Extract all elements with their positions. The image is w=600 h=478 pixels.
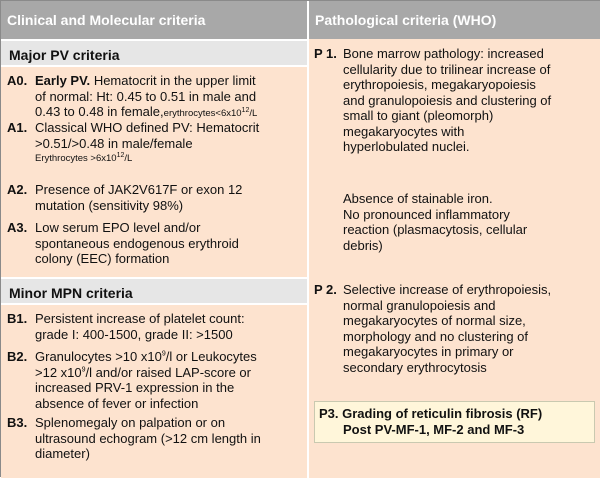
criterion-p1-additional bbox=[343, 191, 598, 253]
criterion-a2-line2: mutation (sensitivity 98%) bbox=[35, 197, 184, 213]
criterion-p1-extra-line: reaction (plasmacytosis, cellular bbox=[343, 222, 528, 237]
criterion-b3-line1: Splenomegaly on palpation or on bbox=[35, 415, 226, 430]
criterion-a3-line1: Low serum EPO level and/or bbox=[35, 220, 201, 235]
criterion-p2-line: secondary erythrocytosis bbox=[343, 359, 487, 375]
header-clinical-molecular: Clinical and Molecular criteria bbox=[1, 1, 307, 39]
criterion-p2-line: megakaryocytes of normal size, bbox=[343, 313, 526, 328]
criterion-a1-line1: Classical WHO defined PV: Hematocrit bbox=[35, 120, 260, 135]
criterion-a0-label: A0. bbox=[7, 73, 28, 88]
major-pv-criteria-heading: Major PV criteria bbox=[1, 39, 307, 67]
criterion-a0-title: Early PV. bbox=[35, 73, 91, 88]
criterion-a3 bbox=[7, 220, 305, 267]
criterion-p3-box bbox=[314, 401, 595, 443]
criterion-b1-line1: Persistent increase of platelet count: bbox=[35, 311, 245, 326]
criterion-a2 bbox=[7, 182, 305, 213]
criterion-a3-line3: colony (EEC) formation bbox=[35, 251, 170, 266]
criterion-a0-line1: Hematocrit in the upper limit bbox=[93, 73, 256, 88]
header-pathological: Pathological criteria (WHO) bbox=[309, 1, 600, 39]
criterion-p1-line: small to giant (pleomorph) bbox=[343, 108, 494, 123]
criterion-b1 bbox=[7, 311, 305, 342]
criterion-p2-line: morphology and no clustering of bbox=[343, 328, 529, 344]
criterion-a1-line2: >0.51/>0.48 in male/female bbox=[35, 135, 193, 151]
criterion-a2-label: A2. bbox=[7, 182, 28, 197]
criterion-p1-extra-line: debris) bbox=[343, 237, 383, 253]
criterion-p2-label: P 2. bbox=[314, 282, 337, 297]
criterion-b3-label: B3. bbox=[7, 415, 28, 430]
criterion-b2-label: B2. bbox=[7, 349, 28, 364]
criterion-p1 bbox=[314, 46, 598, 155]
criterion-a2-line1: Presence of JAK2V617F or exon 12 bbox=[35, 182, 243, 197]
criterion-a0 bbox=[7, 73, 305, 122]
criterion-p1-line: cellularity due to trilinear increase of bbox=[343, 61, 551, 77]
criterion-a1-label: A1. bbox=[7, 120, 28, 135]
criterion-a3-label: A3. bbox=[7, 220, 28, 235]
criterion-b3-line2: ultrasound echogram (>12 cm length in bbox=[35, 430, 261, 446]
criterion-b2-line1: Granulocytes >10 $x10^9/l$ or Leukocytes bbox=[35, 349, 257, 364]
criterion-b3-line3: diameter) bbox=[35, 446, 90, 461]
criterion-a1-erythrocytes: Erythrocytes $>6x10^{12}/L$ bbox=[35, 151, 133, 164]
criterion-p1-line: megakaryocytes with bbox=[343, 123, 465, 139]
criterion-b2-line2: >12 $x10^9/l$ and/or raised LAP-score or bbox=[35, 364, 251, 380]
criterion-a0-erythrocytes: $erythrocytes<6x10^{12}/L$ bbox=[163, 106, 258, 119]
criterion-b3 bbox=[7, 415, 305, 462]
criterion-a0-line3: 0.43 to 0.48 in female, bbox=[35, 104, 164, 119]
criterion-b2-line3: increased PRV-1 expression in the bbox=[35, 380, 235, 395]
criterion-p1-line: Bone marrow pathology: increased bbox=[343, 46, 544, 61]
criterion-b1-label: B1. bbox=[7, 311, 28, 326]
criterion-p3-line1: P3. Grading of reticulin fibrosis (RF) bbox=[319, 406, 543, 421]
criterion-p3-line2: Post PV-MF-1, MF-2 and MF-3 bbox=[343, 422, 525, 437]
criterion-a3-line2: spontaneous endogenous erythroid bbox=[35, 235, 239, 251]
criterion-p2-line: megakaryocytes in primary or bbox=[343, 344, 514, 359]
criterion-p2-line: Selective increase of erythropoiesis, bbox=[343, 282, 552, 297]
criterion-b2-line4: absence of fever or infection bbox=[35, 395, 199, 411]
criterion-p1-line: and granulopoiesis and clustering of bbox=[343, 92, 552, 108]
criterion-p1-extra-line: No pronounced inflammatory bbox=[343, 206, 510, 222]
criterion-a1 bbox=[7, 120, 305, 167]
criterion-p1-extra-line: Absence of stainable iron. bbox=[343, 191, 493, 206]
minor-mpn-criteria-heading: Minor MPN criteria bbox=[1, 277, 307, 305]
column-divider bbox=[307, 1, 309, 478]
criterion-p1-label: P 1. bbox=[314, 46, 337, 61]
criterion-p2-line: normal granulopoiesis and bbox=[343, 297, 496, 313]
criterion-p2 bbox=[314, 282, 598, 375]
criterion-b2 bbox=[7, 349, 305, 411]
criterion-p1-line: erythropoiesis, megakaryopoiesis bbox=[343, 77, 536, 92]
criterion-b1-line2: grade I: 400-1500, grade II: >1500 bbox=[35, 326, 233, 342]
criterion-p1-line: hyperlobulated nuclei. bbox=[343, 139, 470, 154]
criterion-a0-line2: of normal: Ht: 0.45 to 0.51 in male and bbox=[35, 88, 257, 104]
